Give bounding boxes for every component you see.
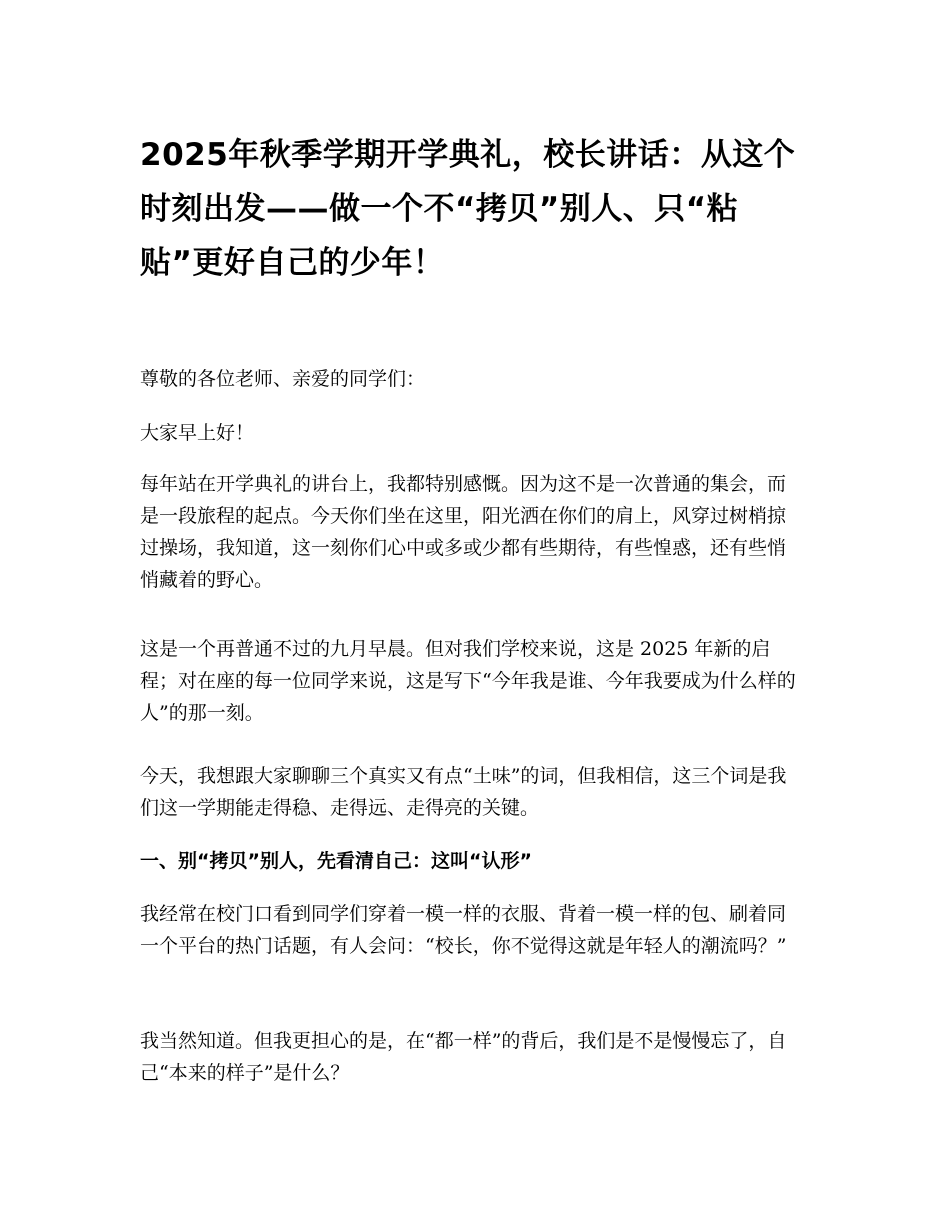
paragraph-block-4 xyxy=(140,898,800,962)
document-title: 2025年秋季学期开学典礼，校长讲话：从这个时刻出发——做一个不“拷贝”别人、只“粘贴”更好自己的少年！ xyxy=(140,137,796,281)
paragraph-block-2 xyxy=(140,633,800,729)
greeting-block xyxy=(140,363,800,395)
salutation: 尊敬的各位老师、亲爱的同学们： xyxy=(140,368,426,390)
morning-greeting: 大家早上好！ xyxy=(140,422,255,444)
paragraph-september: 这是一个再普通不过的九月早晨。但对我们学校来说，这是 2025 年新的启程；对在座的每一位同学来说，这是写下“今年我是谁、今年我要成为什么样的人”的那一刻。 xyxy=(140,638,796,724)
section-heading-block xyxy=(140,845,800,877)
paragraph-original-self: 我当然知道。但我更担心的是，在“都一样”的背后，我们是不是慢慢忘了，自己“本来的样子”是什么？ xyxy=(140,1030,787,1084)
paragraph-three-words: 今天，我想跟大家聊聊三个真实又有点“土味”的词，但我相信，这三个词是我们这一学期能走得稳、走得远、走得亮的关键。 xyxy=(140,765,787,819)
paragraph-school-gate: 我经常在校门口看到同学们穿着一模一样的衣服、背着一模一样的包、刷着同一个平台的热门话题，有人会问：“校长，你不觉得这就是年轻人的潮流吗？” xyxy=(140,903,787,957)
paragraph-block-5 xyxy=(140,1025,800,1089)
paragraph-block-1 xyxy=(140,468,800,596)
paragraph-opening: 每年站在开学典礼的讲台上，我都特别感慨。因为这不是一次普通的集会，而是一段旅程的起点。今天你们坐在这里，阳光洒在你们的肩上，风穿过树梢掠过操场，我知道，这一刻你们心中或多或少都有些期待，有些惶惑，还有些悄悄藏着的野心。 xyxy=(140,473,787,591)
section-heading: 一、别“拷贝”别人，先看清自己：这叫“认形” xyxy=(140,850,532,872)
paragraph-block-3 xyxy=(140,760,800,824)
greeting-block-2 xyxy=(140,417,800,449)
